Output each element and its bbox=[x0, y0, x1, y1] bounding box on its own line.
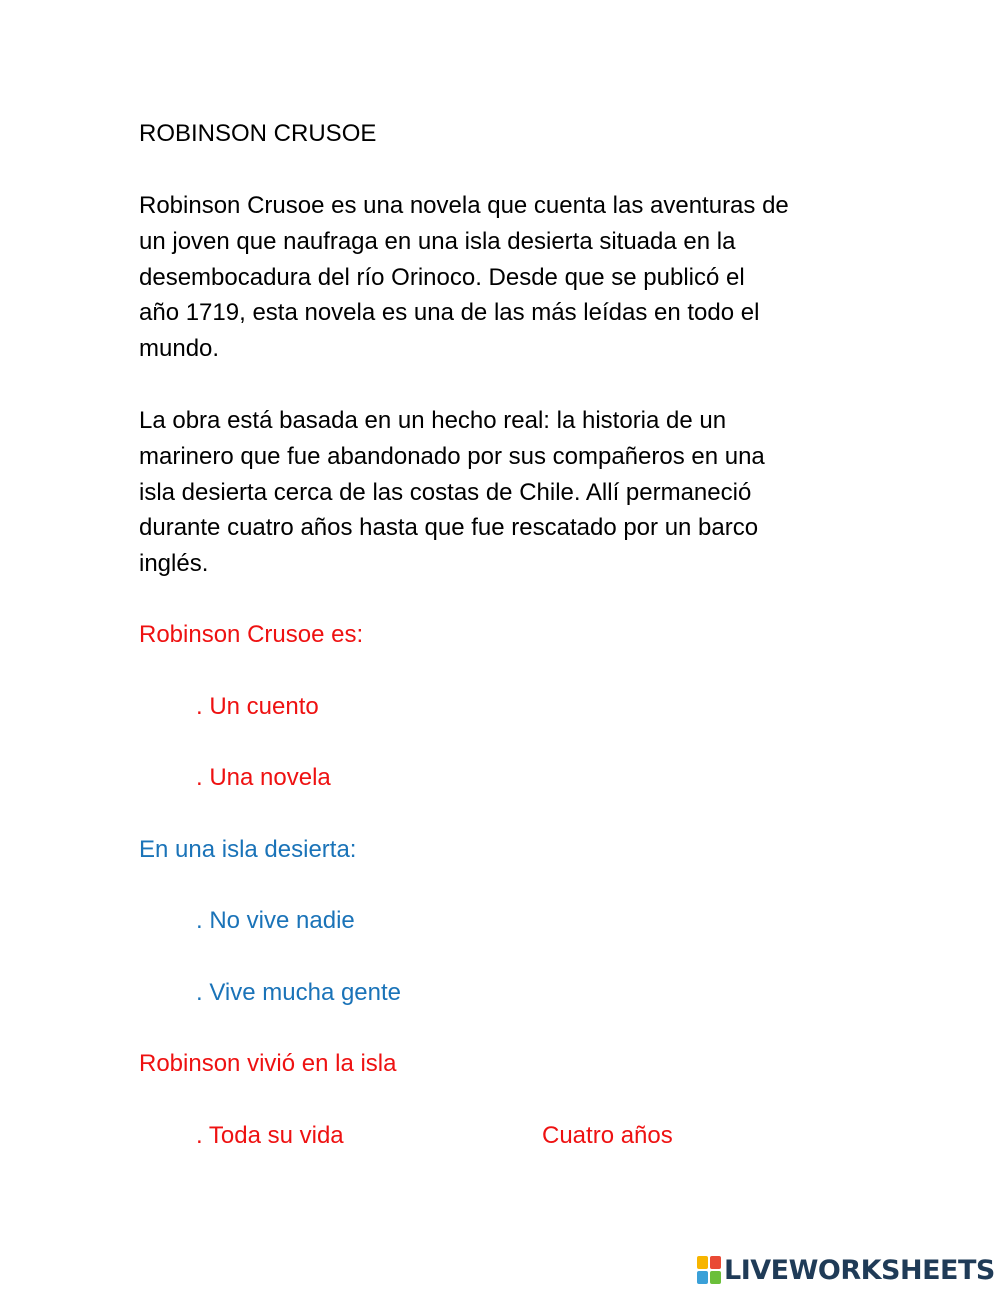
question-2-option-nadie[interactable]: . No vive nadie bbox=[196, 907, 355, 934]
paragraph-line: Robinson Crusoe es una novela que cuenta las aventuras de bbox=[139, 192, 789, 219]
question-2-prompt: En una isla desierta: bbox=[139, 836, 357, 863]
liveworksheets-logo-icon bbox=[697, 1256, 721, 1284]
question-3-option-toda-su-vida[interactable]: . Toda su vida bbox=[196, 1122, 344, 1149]
paragraph-line: inglés. bbox=[139, 550, 209, 578]
paragraph-line: mundo. bbox=[139, 335, 220, 363]
watermark-text: LIVEWORKSHEETS bbox=[724, 1254, 995, 1286]
paragraph-intro bbox=[139, 188, 879, 367]
question-1-option-novela[interactable]: . Una novela bbox=[196, 764, 331, 791]
paragraph-line: marinero que fue abandonado por sus compañeros en una bbox=[139, 442, 765, 470]
paragraph-line: un joven que naufraga en una isla desierta situada en la bbox=[139, 227, 736, 255]
liveworksheets-watermark bbox=[697, 1254, 995, 1286]
question-3-prompt: Robinson vivió en la isla bbox=[139, 1050, 397, 1077]
paragraph-line: desembocadura del río Orinoco. Desde que se publicó el bbox=[139, 263, 745, 291]
question-1-prompt: Robinson Crusoe es: bbox=[139, 621, 364, 648]
paragraph-line: durante cuatro años hasta que fue rescatado por un barco bbox=[139, 514, 759, 542]
question-3-option-cuatro-anos[interactable]: Cuatro años bbox=[542, 1122, 673, 1149]
paragraph-line: año 1719, esta novela es una de las más leídas en todo el bbox=[139, 299, 760, 327]
question-1-option-cuento[interactable]: . Un cuento bbox=[196, 693, 319, 720]
question-2-option-mucha-gente[interactable]: . Vive mucha gente bbox=[196, 979, 402, 1006]
document-title: ROBINSON CRUSOE bbox=[139, 120, 377, 147]
paragraph-line: isla desierta cerca de las costas de Chile. Allí permaneció bbox=[139, 478, 752, 506]
paragraph-history bbox=[139, 403, 879, 582]
paragraph-line: La obra está basada en un hecho real: la historia de un bbox=[139, 407, 727, 434]
